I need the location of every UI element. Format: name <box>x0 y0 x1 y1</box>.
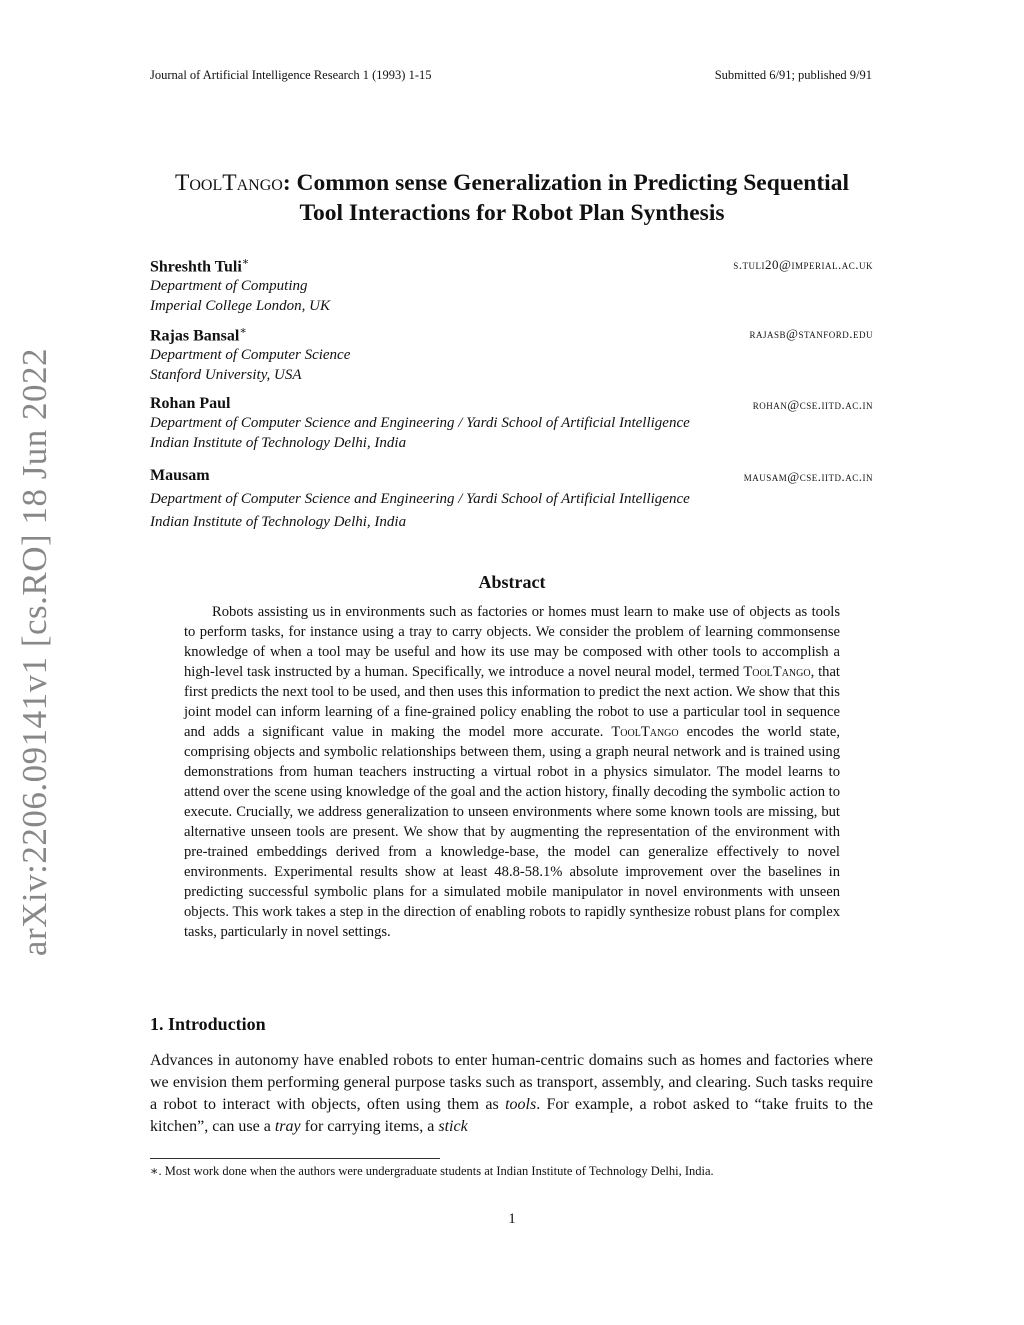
intro-text-part: Advances in autonomy have enabled robots to enter human-centric domains such as homes and factories where we envision them performing general purpose tasks such as transport, assembly, and clearing. Such tasks require a robot to interact with objects, often using them as <box>150 1052 873 1113</box>
title-line-1: : Common sense Generalization in Predicting Sequential <box>282 170 849 196</box>
section-heading: 1. Introduction <box>150 1014 266 1034</box>
footnote-rule <box>150 1158 440 1159</box>
author-email[interactable]: s.tuli20@imperial.ac.uk <box>733 257 873 272</box>
author-institution: Stanford University, USA <box>150 367 302 384</box>
abstract-text-part: encodes the world state, comprising objects and symbolic relationships between them, using a graph neural network and is trained using demonstrations from human teachers instructing a virtual robot in a physics simulator. The model learns to attend over the scene using knowledge of the goal and the action history, finally decoding the symbolic action to execute. Crucially, we address generalization to unseen environments where some known tools are missing, but alternative unseen tools are present. We show that by augmenting the representation of the environment with pre-trained embeddings derived from a knowledge-base, the model can generalize effectively to novel environments. Experimental results show at least 48.8-58.1% absolute improvement over the baselines in predicting successful symbolic plans for a simulated mobile manipulator in novel environments with unseen objects. This work takes a step in the direction of enabling robots to rapidly synthesize robust plans for complex tasks, particularly in novel settings. <box>184 724 840 940</box>
paper-title <box>100 168 924 228</box>
arxiv-identifier: arXiv:2206.09141v1 [cs.RO] 18 Jun 2022 <box>15 347 54 957</box>
author-mark: ∗ <box>241 256 250 268</box>
author-name: Rohan Paul <box>150 395 231 412</box>
introduction-text <box>150 1050 873 1138</box>
author-email[interactable]: rajasb@stanford.edu <box>749 326 873 341</box>
footnote-mark: ∗. <box>150 1164 162 1178</box>
author-department: Department of Computing <box>150 278 308 295</box>
author-name: Mausam <box>150 467 210 484</box>
author-institution: Imperial College London, UK <box>150 298 330 315</box>
tool-name: ToolTango <box>743 664 811 680</box>
author-block-3 <box>150 395 873 453</box>
author-email[interactable]: mausam@cse.iitd.ac.in <box>743 469 873 484</box>
author-block-1 <box>150 255 873 316</box>
intro-emphasis: tools <box>505 1096 537 1113</box>
intro-emphasis: tray <box>274 1118 301 1135</box>
intro-text-part: for carrying items, a <box>300 1118 439 1135</box>
submission-dates: Submitted 6/91; published 9/91 <box>714 68 872 82</box>
author-name: Shreshth Tuli <box>150 258 242 276</box>
author-department: Department of Computer Science <box>150 347 351 364</box>
footnote <box>150 1163 873 1179</box>
author-mark: ∗ <box>239 325 247 337</box>
abstract-text-part: , that first predicts the next tool to be used, and then uses this information to predict the next action. We show that this joint model can inform learning of a fine-grained policy enabling the robot to use a particular tool in sequence and adds a significant value in making the model more accurate. <box>184 664 840 740</box>
tool-name: ToolTango <box>175 170 283 196</box>
title-line-2: Tool Interactions for Robot Plan Synthesis <box>299 200 725 226</box>
author-department: Department of Computer Science and Engineering / Yardi School of Artificial Intelligence <box>150 415 690 431</box>
journal-header: Journal of Artificial Intelligence Research 1 (1993) 1-15 <box>150 68 432 82</box>
abstract-heading: Abstract <box>478 572 546 592</box>
author-block-2 <box>150 324 873 385</box>
intro-emphasis: stick <box>438 1118 468 1135</box>
author-email[interactable]: rohan@cse.iitd.ac.in <box>752 397 873 412</box>
intro-text-part: . For example, a robot asked to “take fruits to the kitchen”, can use a <box>150 1096 874 1135</box>
abstract-text-part: Robots assisting us in environments such as factories or homes must learn to make use of objects as tools to perform tasks, for instance using a tray to carry objects. We consider the problem of learning commonsense knowledge of when a tool may be useful and how its use may be composed with other tools to accomplish a high-level task instructed by a human. Specifically, we introduce a novel neural model, termed <box>184 604 840 680</box>
author-department: Department of Computer Science and Engineering / Yardi School of Artificial Intelligence <box>150 491 690 507</box>
abstract-text <box>184 602 840 942</box>
author-name: Rajas Bansal <box>150 327 240 345</box>
author-institution: Indian Institute of Technology Delhi, India <box>150 435 407 451</box>
footnote-text: Most work done when the authors were undergraduate students at Indian Institute of Technology Delhi, India. <box>164 1164 714 1178</box>
tool-name: ToolTango <box>611 724 679 740</box>
page-number: 1 <box>508 1211 516 1227</box>
author-institution: Indian Institute of Technology Delhi, India <box>150 514 407 530</box>
author-block-4 <box>150 467 873 532</box>
